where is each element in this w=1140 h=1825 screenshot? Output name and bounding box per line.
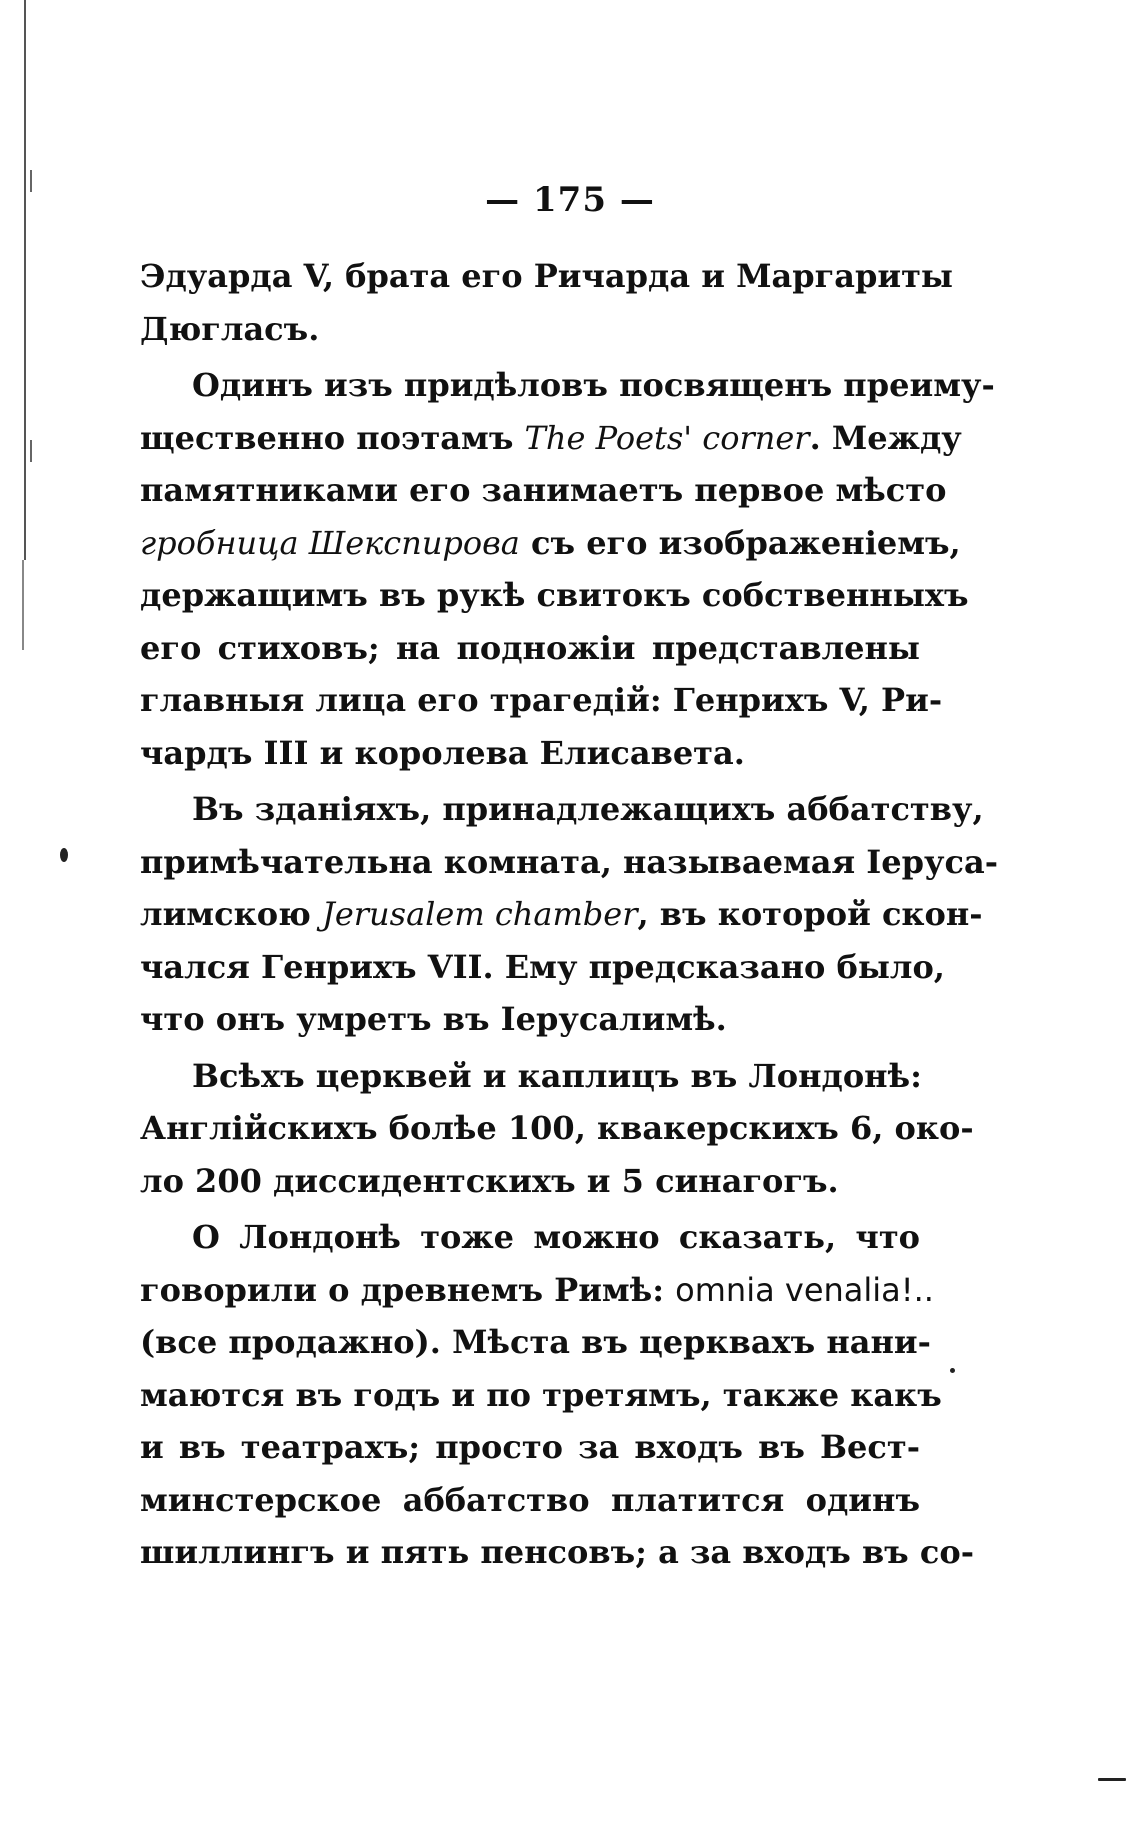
text-line [140, 517, 961, 570]
scan-edge-line-lower [22, 560, 24, 650]
text-line [140, 888, 983, 941]
text-run: чался Генрихъ VII. Ему предсказано было, [140, 947, 945, 986]
text-run: ло 200 диссидентскихъ и 5 синагогъ. [140, 1161, 839, 1200]
text-line [140, 1050, 920, 1103]
scan-speck [60, 848, 68, 862]
text-line [140, 1102, 974, 1155]
text-run: маются въ годъ и по третямъ, также какъ [140, 1375, 942, 1414]
italic-text-run: Jerusalem chamber [321, 895, 638, 933]
text-run: Одинъ изъ придѣловъ посвященъ преиму- [192, 366, 995, 404]
text-run: примѣчательна комната, называемая Iеруса- [140, 842, 998, 881]
text-run: Эдуарда V, брата его Ричарда и Маргариты [140, 257, 953, 295]
text-run: минстерское аббатство платится одинъ [140, 1480, 920, 1519]
text-line [140, 303, 920, 356]
text-run: чардъ III и королева Елисавета. [140, 733, 745, 772]
text-run: . Между [809, 418, 962, 457]
text-line [140, 569, 969, 622]
body-text [140, 250, 998, 1579]
text-line [140, 727, 920, 780]
text-run: шиллингъ и пять пенсовъ; а за входъ въ со- [140, 1533, 974, 1571]
text-line [140, 783, 984, 836]
scan-edge-tick [30, 440, 32, 462]
text-line [140, 941, 945, 994]
page-number: — 175 — [485, 180, 655, 220]
text-run: главныя лица его трагедiй: Генрихъ V, Ри- [140, 681, 943, 719]
text-run: и въ театрахъ; просто за входъ въ Вест- [140, 1428, 920, 1466]
latin-text-run: omnia venalia!.. [675, 1270, 934, 1309]
text-line [140, 674, 943, 727]
text-run: Всѣхъ церквей и каплицъ въ Лондонѣ: [192, 1056, 922, 1095]
text-line [140, 1155, 920, 1208]
text-run: держащимъ въ рукѣ свитокъ собственныхъ [140, 576, 969, 614]
text-line [140, 250, 953, 303]
text-line [140, 1211, 920, 1264]
text-run: Дюгласъ. [140, 309, 320, 348]
scan-mark [1098, 1778, 1126, 1781]
text-run: говорили о древнемъ Римѣ: [140, 1270, 676, 1309]
text-line [140, 1474, 920, 1527]
text-line [140, 412, 962, 465]
text-run: (все продажно). Мѣста въ церквахъ нани- [140, 1323, 931, 1361]
text-run: Англiйскихъ болѣе 100, квакерскихъ 6, око- [140, 1109, 974, 1147]
text-run: памятниками его занимаетъ первое мѣсто [140, 471, 947, 509]
italic-text-run: The Poets' corner [524, 418, 810, 457]
text-line [140, 359, 995, 412]
text-line [140, 1264, 934, 1317]
text-line [140, 1369, 942, 1422]
text-run: что онъ умретъ въ Iерусалимѣ. [140, 1000, 727, 1038]
text-line [140, 622, 920, 675]
text-line [140, 993, 920, 1046]
text-run: , въ которой скон- [637, 895, 983, 933]
text-line [140, 1526, 974, 1579]
text-run: съ его изображенiемъ, [519, 523, 961, 562]
text-run: О Лондонѣ тоже можно сказать, что [192, 1218, 920, 1256]
text-line [140, 464, 947, 517]
scan-edge-line [24, 0, 26, 560]
text-run: щественно поэтамъ [140, 418, 525, 457]
text-line [140, 836, 998, 889]
text-run: Въ зданiяхъ, принадлежащихъ аббатству, [192, 790, 984, 828]
italic-text-run: гробница Шекспирова [140, 523, 520, 562]
text-run: лимскою [140, 895, 322, 933]
text-line [140, 1421, 920, 1474]
text-line [140, 1316, 931, 1369]
text-run: его стиховъ; на подножiи представлены [140, 628, 920, 667]
scan-speck [950, 1368, 955, 1373]
